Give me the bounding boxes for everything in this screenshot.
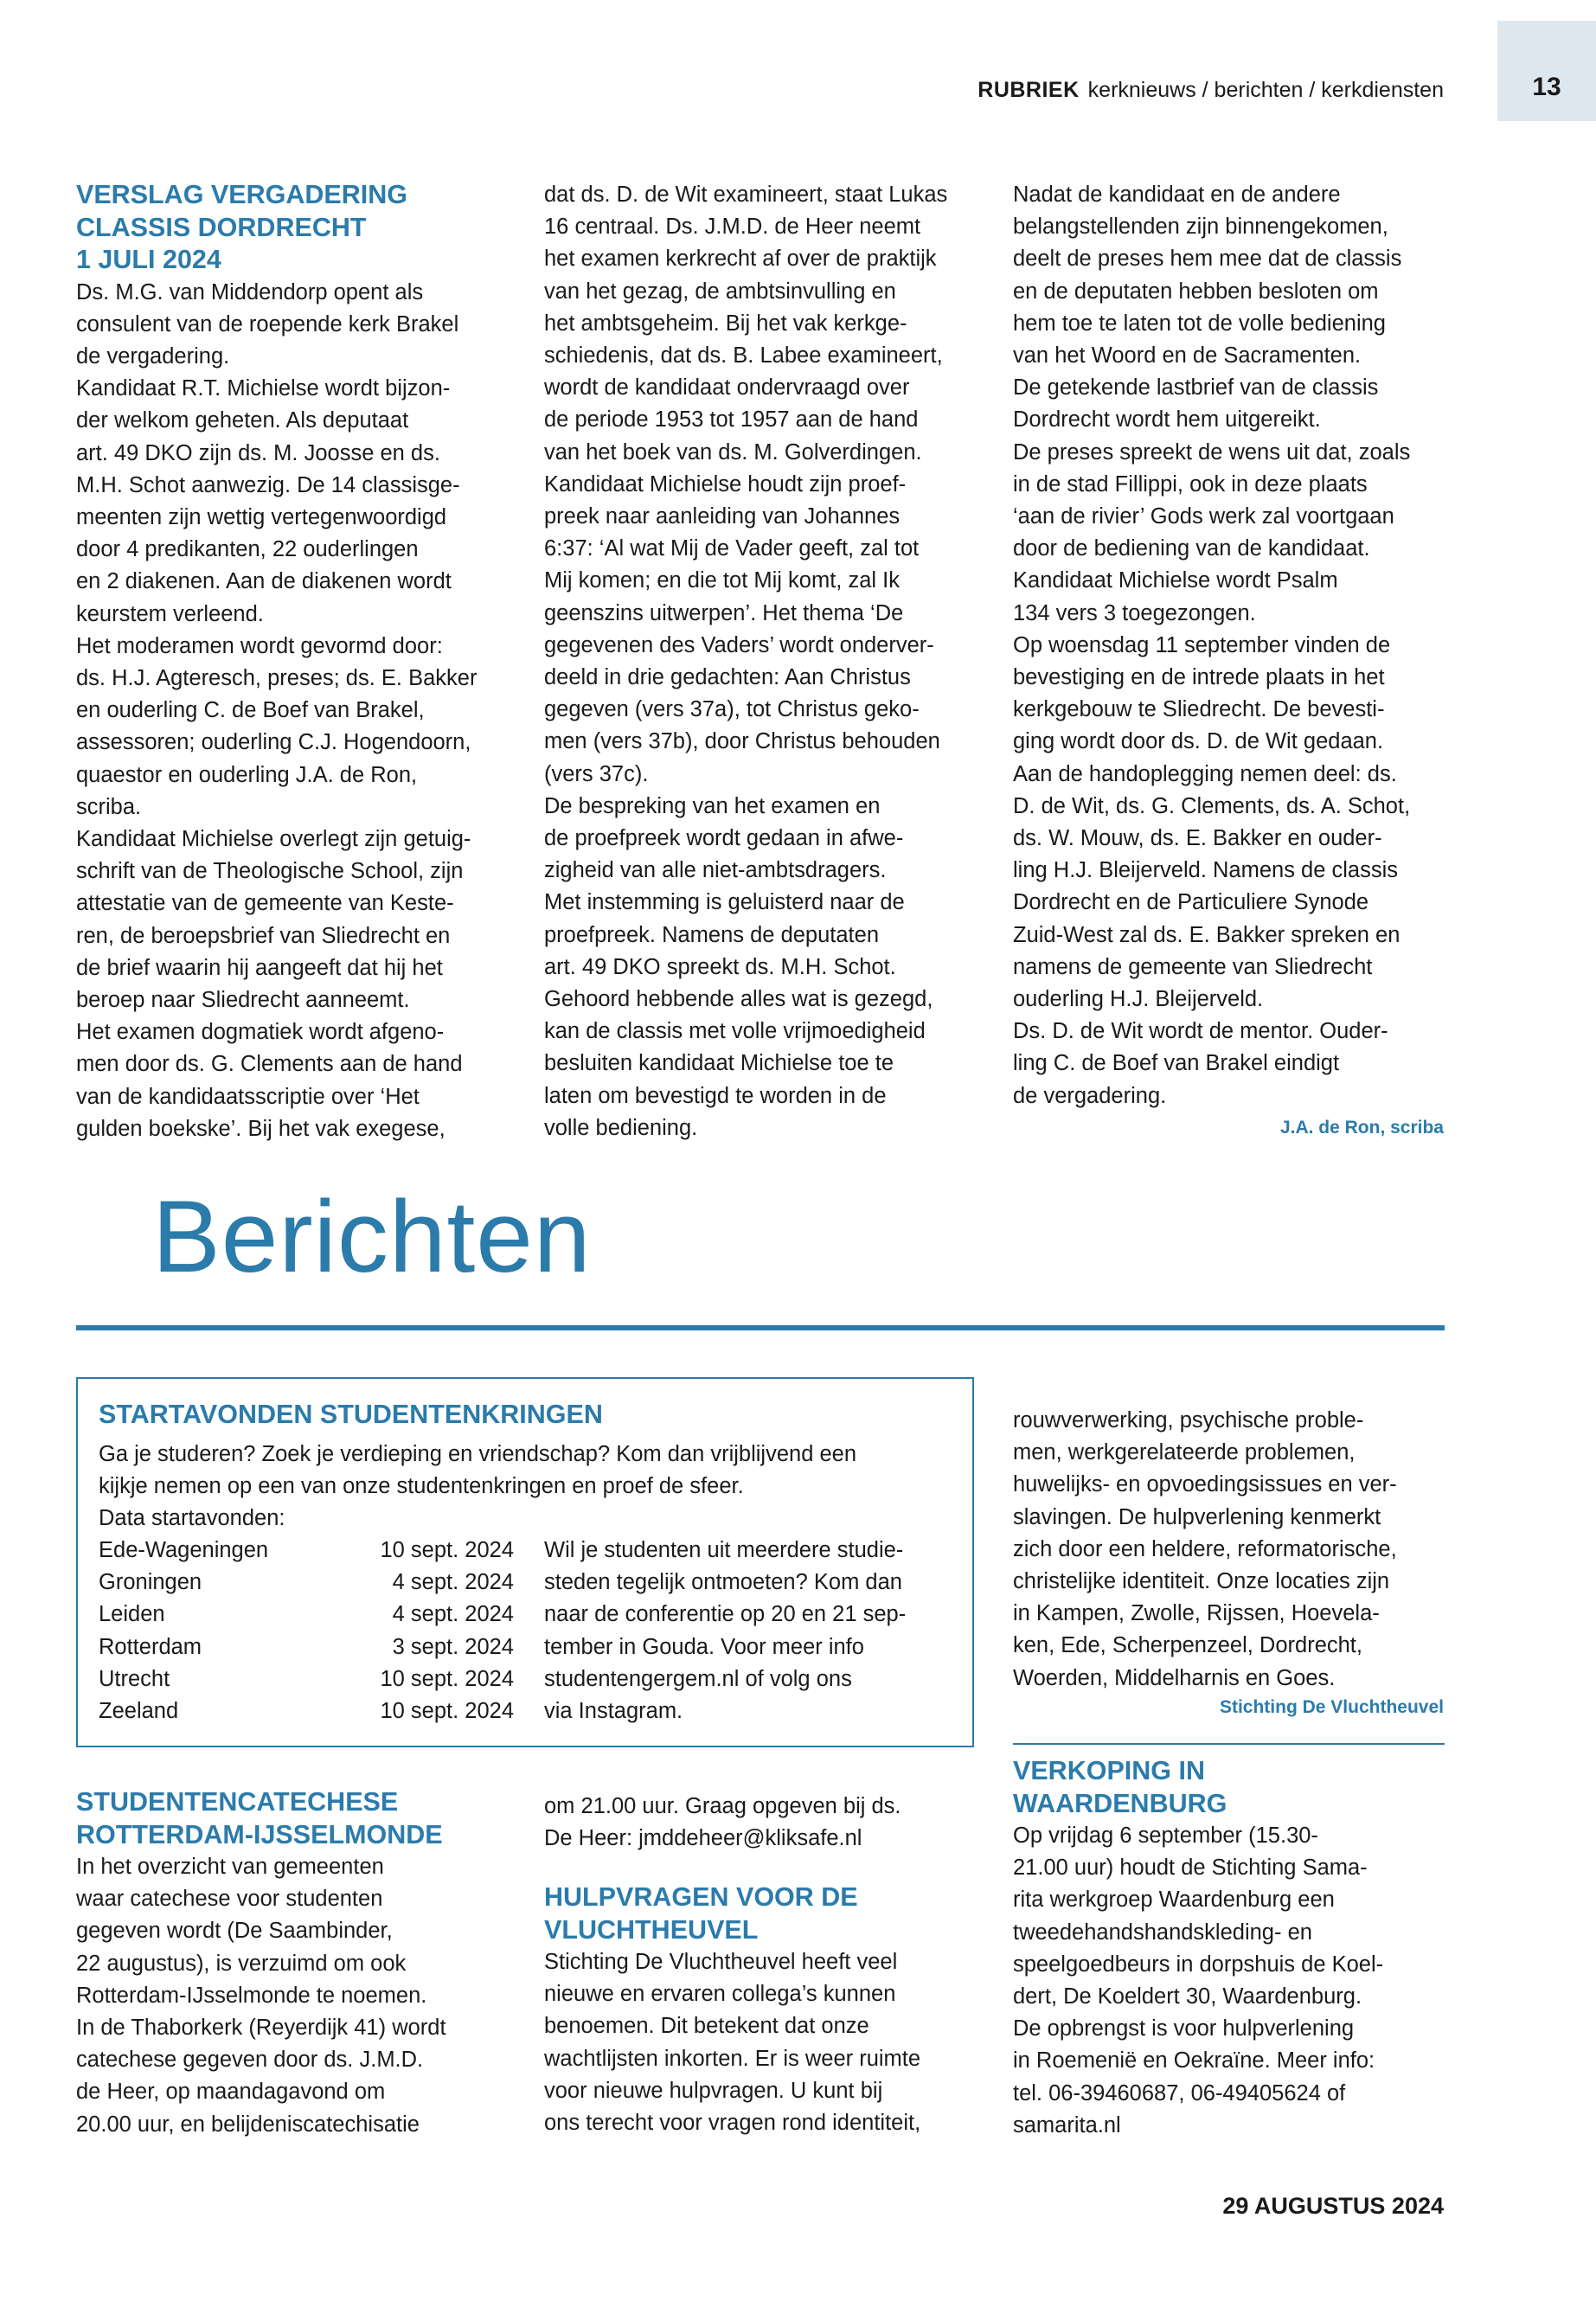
text-line: ‘aan de rivier’ Gods werk zal voortgaan (1013, 504, 1394, 529)
text-line: via Instagram. (544, 1699, 683, 1724)
text-line: in Kampen, Zwolle, Rijssen, Hoevela- (1013, 1601, 1380, 1626)
text-line: ging wordt door ds. D. de Wit gedaan. (1013, 729, 1384, 754)
text-line: Dordrecht wordt hem uitgereikt. (1013, 407, 1321, 433)
text-line: Op vrijdag 6 september (15.30- (1013, 1823, 1318, 1848)
verkoping-article (1013, 1755, 1383, 2142)
text-line: zich door een heldere, reformatorische, (1013, 1536, 1397, 1561)
text-line: 134 vers 3 toegezongen. (1013, 600, 1256, 625)
text-line: De Heer: jmddeheer@kliksafe.nl (544, 1826, 862, 1851)
date-place: Rotterdam (99, 1634, 202, 1659)
text-line: wordt de kandidaat ondervraagd over (544, 375, 910, 401)
text-line: ling C. de Boef van Brakel eindigt (1013, 1051, 1340, 1076)
text-line: Ga je studeren? Zoek je verdieping en vriendschap? Kom dan vrijblijvend een (99, 1442, 857, 1466)
text-line: De getekende lastbrief van de classis (1013, 375, 1379, 401)
text-line: geenszins uitwerpen’. Het thema ‘De (544, 600, 904, 625)
text-line: Aan de handoplegging nemen deel: ds. (1013, 761, 1397, 786)
text-line: Ds. M.G. van Middendorp opent als (76, 279, 424, 304)
date-value: 10 sept. 2024 (380, 1699, 514, 1724)
verslag-column-3 (1013, 179, 1445, 1112)
text-line: quaestor en ouderling J.A. de Ron, (76, 762, 418, 787)
verslag-column-2 (544, 179, 994, 1144)
text-line: en ouderling C. de Boef van Brakel, (76, 698, 425, 723)
text-line: Mij komen; en die tot Mij komt, zal Ik (544, 568, 900, 593)
catechese-text (76, 1851, 446, 2141)
text-line: meenten zijn wettig vertegenwoordigd (76, 504, 447, 529)
vluchtheuvel-signature: Stichting De Vluchtheuvel (1219, 1697, 1444, 1717)
text-line: proefpreek. Namens de deputaten (544, 922, 880, 947)
text-line: steden tegelijk ontmoeten? Kom dan (544, 1570, 902, 1595)
date-place: Groningen (99, 1570, 202, 1595)
date-row (99, 1599, 514, 1631)
text-line: door 4 predikanten, 22 ouderlingen (76, 537, 419, 562)
text-line: 22 augustus), is verzuimd om ook (76, 1951, 407, 1976)
date-value: 10 sept. 2024 (380, 1538, 514, 1562)
text-line: In de Thaborkerk (Reyerdijk 41) wordt (76, 2016, 446, 2041)
date-place: Ede-Wageningen (99, 1538, 269, 1562)
date-place: Leiden (99, 1602, 165, 1627)
text-line: in de stad Fillippi, ook in deze plaats (1013, 471, 1368, 497)
studentenkringen-info (544, 1535, 906, 1727)
text-line: (vers 37c). (544, 761, 649, 786)
text-line: Woerden, Middelharnis en Goes. (1013, 1665, 1336, 1690)
text-line: deeld in drie gedachten: Aan Christus (544, 665, 911, 690)
text-line: schiedenis, dat ds. B. Labee examineert, (544, 343, 943, 369)
verslag-col1-text (76, 277, 526, 1145)
text-line: Kandidaat Michielse wordt Psalm (1013, 568, 1338, 593)
verslag-title-line: VERSLAG VERGADERING (76, 180, 407, 209)
text-line: consulent van de roepende kerk Brakel (76, 311, 459, 336)
text-line: door de bediening van de kandidaat. (1013, 536, 1370, 561)
text-line: Wil je studenten uit meerdere studie- (544, 1538, 904, 1562)
text-line: der welkom geheten. Als deputaat (76, 408, 409, 433)
text-line: M.H. Schot aanwezig. De 14 classisge- (76, 472, 460, 497)
text-line: ds. W. Mouw, ds. E. Bakker en ouder- (1013, 826, 1382, 851)
text-line: het examen kerkrecht af over de praktijk (544, 247, 937, 272)
header-rubriek: RUBRIEK (977, 78, 1080, 102)
text-line: voor nieuwe hulpvragen. U kunt bij (544, 2078, 883, 2103)
catechese-continuation (544, 1791, 901, 1855)
text-line: waar catechese voor studenten (76, 1887, 383, 1912)
berichten-title: Berichten (152, 1180, 592, 1294)
text-line: Stichting De Vluchtheuvel heeft veel (544, 1950, 898, 1974)
text-line: belangstellenden zijn binnengekomen, (1013, 215, 1388, 240)
text-line: hem toe te laten tot de volle bediening (1013, 311, 1386, 336)
text-line: zigheid van alle niet-ambtsdragers. (544, 858, 887, 883)
text-line: tember in Gouda. Voor meer info (544, 1634, 864, 1659)
text-line: gulden boekske’. Bij het vak exegese, (76, 1116, 445, 1141)
text-line: kijkje nemen op een van onze studentenkringen en proef de sfeer. (99, 1474, 744, 1499)
date-row (99, 1631, 514, 1663)
text-line: en 2 diakenen. Aan de diakenen wordt (76, 569, 452, 594)
text-line: men, werkgerelateerde problemen, (1013, 1440, 1356, 1465)
text-line: Zuid-West zal ds. E. Bakker spreken en (1013, 922, 1401, 947)
text-line: de vergadering. (1013, 1083, 1167, 1108)
text-line: ling H.J. Bleijerveld. Namens de classis (1013, 858, 1399, 883)
hulpvragen-title-line: VLUCHTHEUVEL (544, 1914, 759, 1945)
text-line: gegeven (vers 37a), tot Christus geko- (544, 697, 920, 722)
text-line: van het Woord en de Sacramenten. (1013, 343, 1362, 369)
date-value: 3 sept. 2024 (392, 1634, 514, 1659)
verslag-title-line: 1 JULI 2024 (76, 245, 221, 274)
text-line: Gehoord hebbende alles wat is gezegd, (544, 987, 933, 1012)
date-row (99, 1695, 514, 1727)
text-line: deelt de preses hem mee dat de classis (1013, 247, 1402, 272)
text-line: 21.00 uur) houdt de Stichting Sama- (1013, 1856, 1368, 1881)
text-line: de vergadering. (76, 343, 230, 369)
date-value: 4 sept. 2024 (392, 1570, 514, 1595)
text-line: ons terecht voor vragen rond identiteit, (544, 2111, 921, 2136)
verslag-title-line: CLASSIS DORDRECHT (76, 212, 367, 242)
text-line: de Heer, op maandagavond om (76, 2080, 386, 2105)
text-line: de periode 1953 tot 1957 aan de hand (544, 407, 919, 433)
column-divider (1013, 1743, 1445, 1745)
text-line: namens de gemeente van Sliedrecht (1013, 954, 1373, 979)
header-sections: kerknieuws / berichten / kerkdiensten (1087, 78, 1444, 102)
text-line: en de deputaten hebben besloten om (1013, 279, 1379, 304)
text-line: om 21.00 uur. Graag opgeven bij ds. (544, 1794, 901, 1818)
footer-date: 29 AUGUSTUS 2024 (1222, 2193, 1444, 2219)
text-line: assessoren; ouderling C.J. Hogendoorn, (76, 730, 471, 755)
page-header (977, 78, 1444, 103)
text-line: art. 49 DKO zijn ds. M. Joosse en ds. (76, 440, 440, 465)
text-line: in Roemenië en Oekraïne. Meer info: (1013, 2048, 1375, 2073)
vluchtheuvel-continuation (1013, 1405, 1397, 1695)
text-line: Kandidaat Michielse houdt zijn proef- (544, 471, 907, 497)
text-line: gegevenen des Vaders’ wordt onderver- (544, 632, 934, 657)
text-line: men door ds. G. Clements aan de hand (76, 1052, 463, 1077)
text-line: samarita.nl (1013, 2112, 1121, 2138)
studentenkringen-dates (99, 1535, 514, 1727)
text-line: van het gezag, de ambtsinvulling en (544, 279, 896, 304)
verslag-col3-text (1013, 179, 1445, 1112)
text-line: preek naar aanleiding van Johannes (544, 504, 901, 529)
text-line: bevestiging en de intrede plaats in het (1013, 665, 1385, 690)
text-line: Met instemming is geluisterd naar de (544, 890, 905, 915)
verkoping-title-line: VERKOPING IN (1013, 1756, 1206, 1785)
text-line: 20.00 uur, en belijdeniscatechisatie (76, 2112, 420, 2137)
text-line: kerkgebouw te Sliedrecht. De bevesti- (1013, 697, 1385, 722)
verkoping-text (1013, 1820, 1383, 2142)
text-line: nieuwe en ervaren collega’s kunnen (544, 1982, 896, 2007)
date-value: 10 sept. 2024 (380, 1666, 514, 1691)
text-line: ds. H.J. Agteresch, preses; ds. E. Bakker (76, 665, 478, 690)
text-line: Nadat de kandidaat en de andere (1013, 183, 1341, 207)
studentenkringen-title: STARTAVONDEN STUDENTENKRINGEN (99, 1400, 603, 1429)
text-line: De bespreking van het examen en (544, 793, 881, 818)
hulpvragen-text (544, 1946, 920, 2139)
text-line: attestatie van de gemeente van Keste- (76, 891, 454, 916)
text-line: de proefpreek wordt gedaan in afwe- (544, 826, 904, 851)
text-line: slavingen. De hulpverlening kenmerkt (1013, 1504, 1381, 1529)
text-line: Het examen dogmatiek wordt afgeno- (76, 1020, 445, 1045)
text-line: men (vers 37b), door Christus behouden (544, 729, 940, 754)
text-line: beroep naar Sliedrecht aanneemt. (76, 987, 410, 1012)
text-line: christelijke identiteit. Onze locaties zijn (1013, 1569, 1390, 1594)
text-line: Data startavonden: (99, 1506, 285, 1531)
text-line: De opbrengst is voor hulpverlening (1013, 2016, 1355, 2041)
catechese-title-line: STUDENTENCATECHESE (76, 1787, 399, 1817)
verslag-title (76, 179, 526, 277)
text-line: besluiten kandidaat Michielse toe te (544, 1051, 894, 1076)
hulpvragen-article (544, 1881, 920, 2139)
text-line: naar de conferentie op 20 en 21 sep- (544, 1602, 907, 1627)
catechese-title-line: ROTTERDAM-IJSSELMONDE (76, 1819, 443, 1849)
text-line: dert, De Koeldert 30, Waardenburg. (1013, 1984, 1362, 2009)
text-line: studentengergem.nl of volg ons (544, 1666, 852, 1691)
text-line: laten om bevestigd te worden in de (544, 1083, 887, 1108)
text-line: Rotterdam-IJsselmonde te noemen. (76, 1983, 427, 2008)
date-value: 4 sept. 2024 (392, 1602, 514, 1627)
text-line: scriba. (76, 794, 142, 819)
section-divider (76, 1325, 1445, 1330)
text-line: schrift van de Theologische School, zijn (76, 859, 464, 884)
verslag-column-1 (76, 179, 526, 1145)
text-line: Dordrecht en de Particuliere Synode (1013, 890, 1369, 915)
text-line: Op woensdag 11 september vinden de (1013, 632, 1391, 657)
studentenkringen-intro (99, 1439, 856, 1535)
hulpvragen-title-line: HULPVRAGEN VOOR DE (544, 1882, 858, 1912)
date-row (99, 1567, 514, 1599)
text-line: ken, Ede, Scherpenzeel, Dordrecht, (1013, 1633, 1362, 1658)
text-line: wachtlijsten inkorten. Er is weer ruimte (544, 2046, 921, 2071)
text-line: de brief waarin hij aangeeft dat hij het (76, 955, 443, 980)
text-line: Ds. D. de Wit wordt de mentor. Ouder- (1013, 1019, 1388, 1044)
catechese-article (76, 1786, 446, 2141)
text-line: rouwverwerking, psychische proble- (1013, 1408, 1364, 1433)
text-line: In het overzicht van gemeenten (76, 1855, 384, 1879)
text-line: tweedehandshandskleding- en (1013, 1920, 1312, 1945)
text-line: volle bediening. (544, 1115, 698, 1140)
text-line: keurstem verleend. (76, 601, 264, 626)
date-row (99, 1535, 514, 1567)
text-line: van de kandidaatsscriptie over ‘Het (76, 1084, 420, 1109)
text-line: Het moderamen wordt gevormd door: (76, 633, 443, 658)
text-line: ouderling H.J. Bleijerveld. (1013, 987, 1264, 1012)
text-line: speelgoedbeurs in dorpshuis de Koel- (1013, 1952, 1384, 1977)
verslag-col2-text (544, 179, 994, 1144)
text-line: dat ds. D. de Wit examineert, staat Lukas (544, 183, 948, 207)
text-line: kan de classis met volle vrijmoedigheid (544, 1019, 926, 1044)
text-line: 16 centraal. Ds. J.M.D. de Heer neemt (544, 215, 921, 240)
text-line: benoemen. Dit betekent dat onze (544, 2014, 869, 2039)
verkoping-title-line: WAARDENBURG (1013, 1788, 1227, 1818)
text-line: Kandidaat R.T. Michielse wordt bijzon- (76, 376, 451, 401)
text-line: catechese gegeven door ds. J.M.D. (76, 2048, 424, 2073)
text-line: De preses spreekt de wens uit dat, zoals (1013, 439, 1411, 465)
date-place: Utrecht (99, 1666, 170, 1691)
date-place: Zeeland (99, 1699, 179, 1724)
date-row (99, 1663, 514, 1695)
text-line: huwelijks- en opvoedingsissues en ver- (1013, 1472, 1397, 1497)
text-line: het ambtsgeheim. Bij het vak kerkge- (544, 311, 907, 336)
page-number-tab (1497, 21, 1596, 121)
verslag-signature: J.A. de Ron, scriba (1279, 1118, 1444, 1138)
text-line: ren, de beroepsbrief van Sliedrecht en (76, 923, 451, 948)
text-line: rita werkgroep Waardenburg een (1013, 1888, 1335, 1913)
text-line: Kandidaat Michielse overlegt zijn getuig- (76, 826, 471, 851)
text-line: D. de Wit, ds. G. Clements, ds. A. Schot, (1013, 793, 1411, 818)
text-line: 6:37: ‘Al wat Mij de Vader geeft, zal tot (544, 536, 920, 561)
text-line: art. 49 DKO spreekt ds. M.H. Schot. (544, 954, 896, 979)
text-line: tel. 06-39460687, 06-49405624 of (1013, 2080, 1346, 2106)
page-number: 13 (1532, 73, 1561, 101)
text-line: gegeven wordt (De Saambinder, (76, 1919, 393, 1944)
text-line: van het boek van ds. M. Golverdingen. (544, 439, 922, 465)
